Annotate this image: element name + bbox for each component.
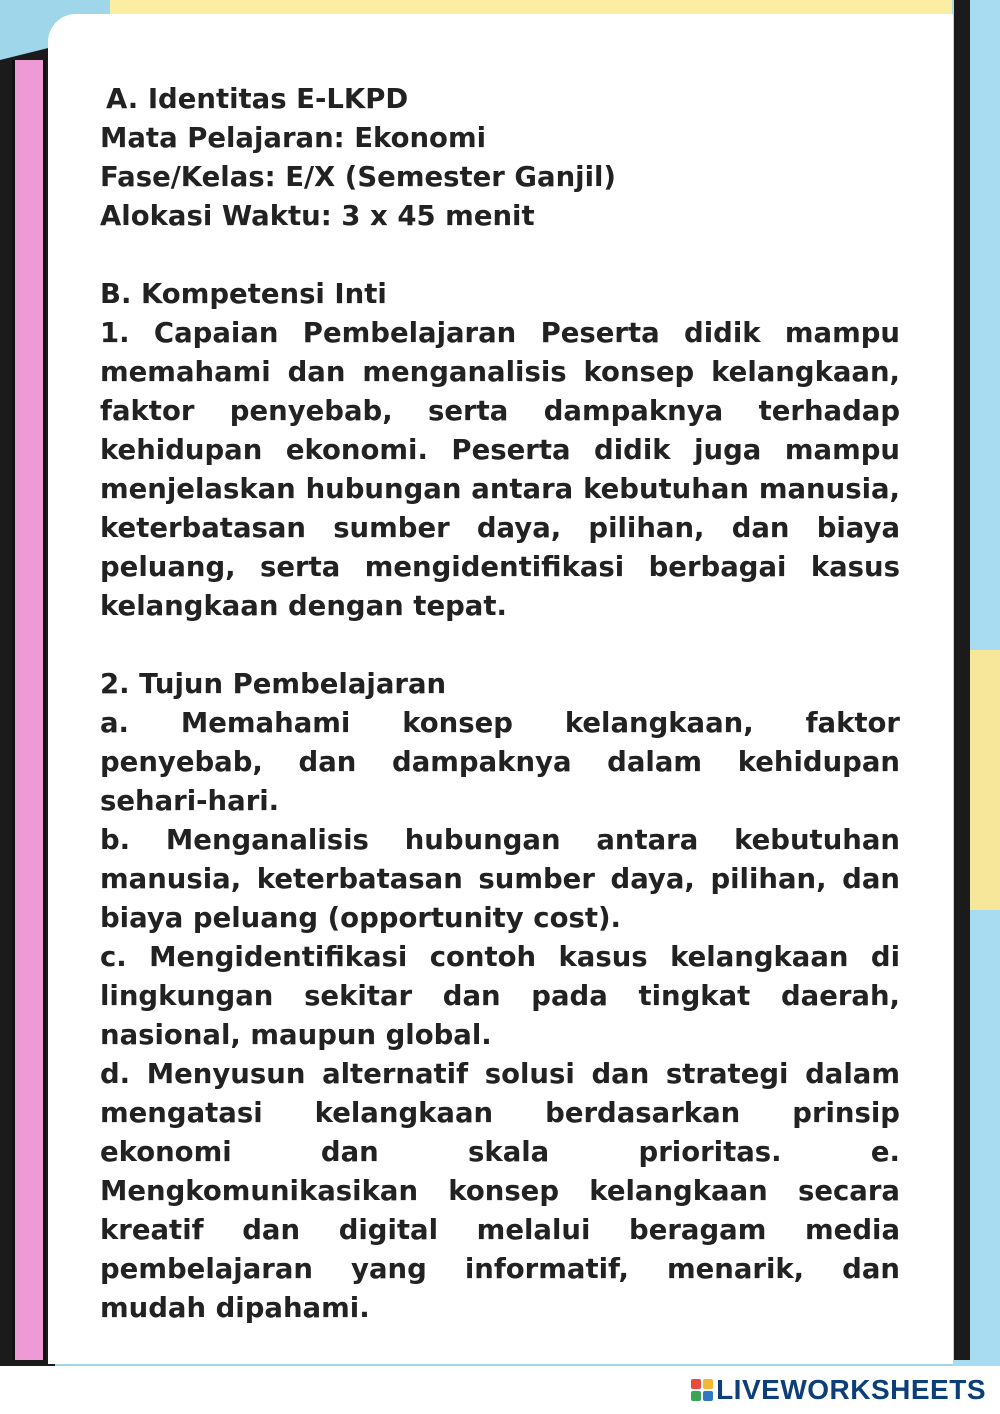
mata-pelajaran: Mata Pelajaran: Ekonomi (100, 122, 487, 154)
alokasi-waktu: Alokasi Waktu: 3 x 45 menit (100, 200, 535, 232)
tujuan-heading: 2. Tujun Pembelajaran (100, 668, 447, 700)
spacer (100, 236, 900, 275)
background-right-border (954, 0, 970, 1360)
logo-square-icon (691, 1379, 701, 1389)
fase-kelas: Fase/Kelas: E/X (Semester Ganjil) (100, 161, 616, 193)
tujuan-item-b: b. Menganalisis hubungan antara kebutuhan manusia, keterbatasan sumber daya, pilihan, dan biaya peluang (opportunity cost). (100, 824, 900, 934)
tujuan-item-d-e: d. Menyusun alternatif solusi dan strategi dalam mengatasi kelangkaan berdasarkan prinsip ekonomi dan skala prioritas. e. Mengkomunikasikan konsep kelangkaan secara kreatif dan digital melalui beragam media pembelajaran yang informatif, menarik, dan mudah dipahami. (100, 1058, 900, 1324)
footer-bar (0, 1366, 1000, 1414)
logo-square-icon (691, 1391, 701, 1401)
logo-square-icon (703, 1391, 713, 1401)
brand-name: LIVEWORKSHEETS (716, 1374, 986, 1405)
section-a-heading: A. Identitas E-LKPD (106, 83, 409, 115)
spacer (100, 626, 900, 665)
section-b-heading: B. Kompetensi Inti (100, 278, 387, 310)
tujuan-item-a: a. Memahami konsep kelangkaan, faktor penyebab, dan dampaknya dalam kehidupan sehari-hari. (100, 707, 900, 817)
liveworksheets-logo-icon (691, 1379, 713, 1401)
capaian-pembelajaran: 1. Capaian Pembelajaran Peserta didik mampu memahami dan menganalisis konsep kelangkaan, faktor penyebab, serta dampaknya terhadap kehidupan ekonomi. Peserta didik juga mampu menjelaskan hubungan antara kebutuhan manusia, keterbatasan sumber daya, pilihan, dan biaya peluang, serta mengidentifikasi berbagai kasus kelangkaan dengan tepat. (100, 317, 900, 622)
logo-square-icon (703, 1379, 713, 1389)
tujuan-item-c: c. Mengidentifikasi contoh kasus kelangkaan di lingkungan sekitar dan pada tingkat daerah, nasional, maupun global. (100, 941, 900, 1051)
worksheet-content (100, 80, 900, 1328)
liveworksheets-brand[interactable] (691, 1374, 986, 1406)
background-left-pink-stripe (12, 60, 46, 1360)
